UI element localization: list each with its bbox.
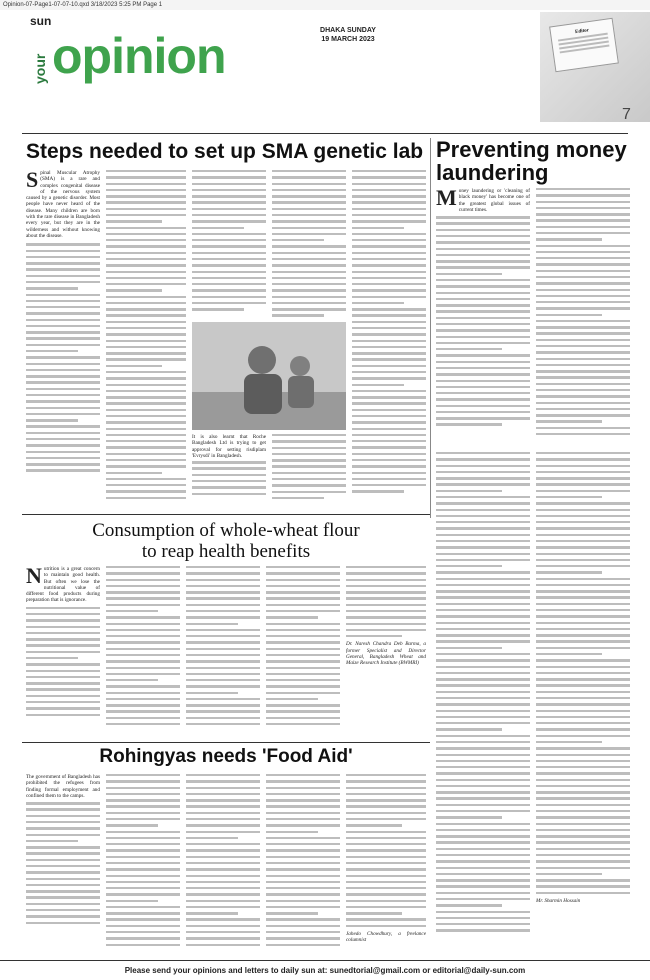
sma-column-4-bottom [272, 434, 346, 510]
sma-mid-text: It is also learnt that Roche Bangladesh Ltd is trying to get approval for setting risdiplam 'Evrysdi' in Bangladesh. [192, 434, 266, 459]
file-info-bar [0, 0, 650, 10]
laundering-lead: oney laundering or 'cleaning of black money' has become one of the greatest global issues of current times. [458, 188, 530, 213]
rohingya-column-2 [106, 774, 180, 956]
laundering-headline: Preventing money laundering [436, 137, 627, 185]
footer-text: Please send your opinions and letters to daily sun at: sunedtorial@gmail.com or editorial@daily-sun.com [124, 966, 526, 975]
flour-lead: utrition is a great concern to maintain good health. But often we lose the nutritional value of different food products during preparation that is ignorance. [26, 566, 100, 604]
rohingya-lead: The government of Bangladesh has prohibited the refugees from finding formal employment and confined them to the camps. [26, 774, 100, 799]
brand-your [30, 32, 48, 84]
flour-column-5 [346, 566, 426, 738]
laundering-column-2 [536, 188, 630, 448]
rohingya-byline: Jahedo Chowdhury, a freelance columnist [346, 931, 426, 944]
footer [0, 960, 650, 980]
page-number: 7 [622, 106, 631, 123]
sma-photo-art [192, 322, 346, 430]
flour-headline [22, 520, 430, 562]
flour-column-2 [106, 566, 180, 738]
brand-sun: sun [30, 14, 52, 28]
rohingya-column-1 [26, 774, 100, 956]
laundering-byline: Mr. Sharmin Hossain [536, 898, 581, 905]
laundering-dropcap: M [436, 188, 457, 210]
sma-column-4-top [272, 170, 346, 320]
sma-photo [192, 322, 346, 430]
sma-column-3-bottom [192, 434, 266, 510]
flour-column-3 [186, 566, 260, 738]
flour-column-4 [266, 566, 340, 738]
masthead-rule [22, 133, 628, 134]
newspaper-icon [549, 18, 619, 72]
rohingya-column-5 [346, 774, 426, 956]
dateline [298, 26, 398, 44]
sma-headline: Steps needed to set up SMA genetic lab [26, 140, 424, 163]
rohingya-column-4 [266, 774, 340, 956]
flour-headline-line2: to reap health benefits [141, 541, 311, 562]
flour-dropcap: N [26, 566, 42, 588]
column-divider [430, 138, 431, 518]
laundering-column-2-lower [536, 452, 630, 952]
file-info-text: Opinion-07-Page1-07-07-10.qxd 3/18/2023 5:25 PM Page 1 [3, 2, 163, 8]
brand-your-text: your [32, 53, 48, 84]
section-rule-1 [22, 514, 430, 515]
laundering-column-1-lower [436, 452, 530, 952]
flour-byline: Dr. Naresh Chandra Deb Barma, a former Specialist and Director General, Bangladesh Wheat and Maize Research Institute (BWMRI) [346, 641, 426, 667]
flour-headline-line1: Consumption of whole-wheat flour [92, 520, 360, 541]
dateline-date: 19 MARCH 2023 [321, 36, 375, 43]
dateline-city: DHAKA SUNDAY [320, 27, 376, 34]
sma-lead: pinal Muscular Atrophy (SMA) is a rare and complex congenital disease of the nervous system caused by a genetic disorder. Most people have never heard of the disease. Many children are born with the rare disease in Bangladesh every year, but they are in the wilderness and without knowing about the disease. [26, 170, 100, 239]
sma-column-3-top [192, 170, 266, 320]
flour-column-1 [26, 566, 100, 738]
paper-header: Editor [574, 28, 590, 36]
rohingya-column-3 [186, 774, 260, 956]
sma-column-1 [26, 170, 100, 510]
sma-dropcap: S [26, 170, 39, 192]
laundering-column-1 [436, 188, 530, 448]
sma-column-5 [352, 170, 426, 510]
rohingya-headline: Rohingyas needs 'Food Aid' [99, 746, 353, 767]
sma-column-2 [106, 170, 186, 510]
section-rule-2 [22, 742, 430, 743]
brand-opinion: opinion [52, 28, 226, 84]
